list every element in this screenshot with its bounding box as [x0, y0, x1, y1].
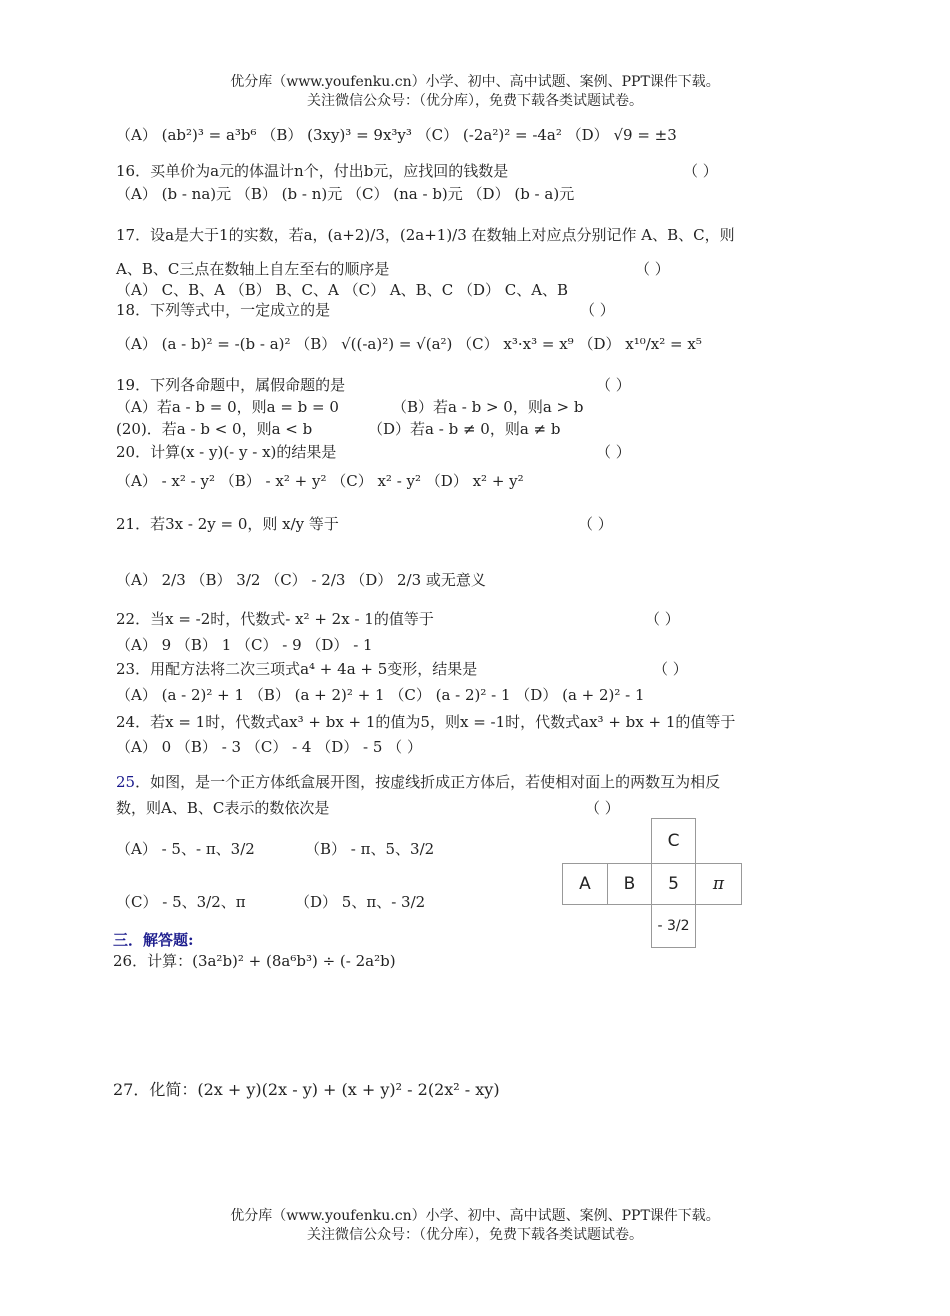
net-cell-pi: π — [695, 863, 742, 905]
net-cell-neg-three-halves: - 3/2 — [651, 904, 696, 948]
q25-option-d: （D） 5、π、- 3/2 — [295, 893, 426, 911]
q25-option-c: （C） - 5、3/2、π — [116, 893, 246, 911]
q21-bracket: （ ） — [578, 515, 613, 533]
q19-stem: 19．下列各命题中，属假命题的是 — [116, 376, 346, 394]
net-cell-a: A — [562, 863, 608, 905]
footer-line-1: 优分库（www.youfenku.cn）小学、初中、高中试题、案例、PPT课件下载。 — [230, 1208, 720, 1224]
footer-line-2: 关注微信公众号：（优分库），免费下载各类试题试卷。 — [307, 1227, 643, 1243]
q25-number: 25 — [116, 773, 136, 791]
q16-options: （A） (b - na)元 （B） (b - n)元 （C） (na - b)元 （D） (b - a)元 — [116, 185, 575, 203]
q24-stem: 24．若x = 1时，代数式ax³ + bx + 1的值为5，则x = -1时，代数式ax³ + bx + 1的值等于 — [116, 713, 736, 731]
q16-bracket: （ ） — [683, 162, 718, 180]
q23-options: （A） (a - 2)² + 1 （B） (a + 2)² + 1 （C） (a - 2)² - 1 （D） (a + 2)² - 1 — [116, 686, 645, 704]
q20-stem: 20．计算(x - y)(- y - x)的结果是 — [116, 443, 337, 461]
q22-bracket: （ ） — [645, 610, 680, 628]
q25-stem-1 — [116, 773, 720, 791]
q18-stem: 18．下列等式中，一定成立的是 — [116, 301, 331, 319]
q21-options: （A） 2/3 （B） 3/2 （C） - 2/3 （D） 2/3 或无意义 — [116, 571, 486, 589]
q25-stem-1-text: ．如图，是一个正方体纸盒展开图，按虚线折成正方体后，若使相对面上的两数互为相反 — [135, 773, 721, 791]
q18-bracket: （ ） — [580, 301, 615, 319]
q23-stem: 23．用配方法将二次三项式a⁴ + 4a + 5变形，结果是 — [116, 660, 478, 678]
q21-stem: 21．若3x - 2y = 0，则 x/y 等于 — [116, 515, 339, 533]
q19-option-d: （D）若a - b ≠ 0，则a ≠ b — [368, 420, 561, 438]
q16-stem: 16．买单价为a元的体温计n个，付出b元，应找回的钱数是 — [116, 162, 509, 180]
net-cell-c: C — [651, 818, 696, 864]
header-line-1: 优分库（www.youfenku.cn）小学、初中、高中试题、案例、PPT课件下载。 — [230, 74, 720, 90]
q20-options: （A） - x² - y² （B） - x² + y² （C） x² - y² （D） x² + y² — [116, 472, 524, 490]
q25-stem-2: 数，则A、B、C表示的数依次是 — [116, 799, 330, 817]
q19-option-a: （A）若a - b = 0，则a = b = 0 — [116, 398, 339, 416]
q17-stem-2: A、B、C三点在数轴上自左至右的顺序是 — [116, 260, 390, 278]
q20-bracket: （ ） — [596, 443, 631, 461]
q25-option-b: （B） - π、5、3/2 — [305, 840, 435, 858]
q25-option-a: （A） - 5、- π、3/2 — [116, 840, 255, 858]
q17-options: （A） C、B、A （B） B、C、A （C） A、B、C （D） C、A、B — [116, 281, 569, 299]
q22-stem: 22．当x = -2时，代数式- x² + 2x - 1的值等于 — [116, 610, 434, 628]
net-cell-b: B — [607, 863, 652, 905]
q24-options: （A） 0 （B） - 3 （C） - 4 （D） - 5 （ ） — [116, 738, 422, 756]
q18-options: （A） (a - b)² = -(b - a)² （B） √((-a)²) = √(a²) （C） x³·x³ = x⁹ （D） x¹⁰/x² = x⁵ — [116, 335, 702, 353]
q19-bracket: （ ） — [596, 376, 631, 394]
q15-options: （A） (ab²)³ = a³b⁶ （B） (3xy)³ = 9x³y³ （C） (-2a²)² = -4a² （D） √9 = ±3 — [116, 126, 677, 144]
section-3-title: 三．解答题: — [113, 931, 194, 949]
net-cell-five: 5 — [651, 863, 696, 905]
q17-stem-1: 17．设a是大于1的实数，若a，(a+2)/3，(2a+1)/3 在数轴上对应点分别记作 A、B、C，则 — [116, 226, 735, 244]
q22-options: （A） 9 （B） 1 （C） - 9 （D） - 1 — [116, 636, 373, 654]
q25-bracket: （ ） — [585, 799, 620, 817]
q23-bracket: （ ） — [653, 660, 688, 678]
q26-text: 26．计算：(3a²b)² + (8a⁶b³) ÷ (- 2a²b) — [113, 952, 396, 970]
q19-option-c: (20)．若a - b < 0，则a < b — [116, 420, 313, 438]
q17-bracket: （ ） — [635, 260, 670, 278]
q27-text: 27．化简：(2x + y)(2x - y) + (x + y)² - 2(2x² - xy) — [113, 1080, 500, 1099]
q19-option-b: （B）若a - b > 0，则a > b — [392, 398, 584, 416]
header-line-2: 关注微信公众号：（优分库），免费下载各类试题试卷。 — [307, 93, 643, 109]
